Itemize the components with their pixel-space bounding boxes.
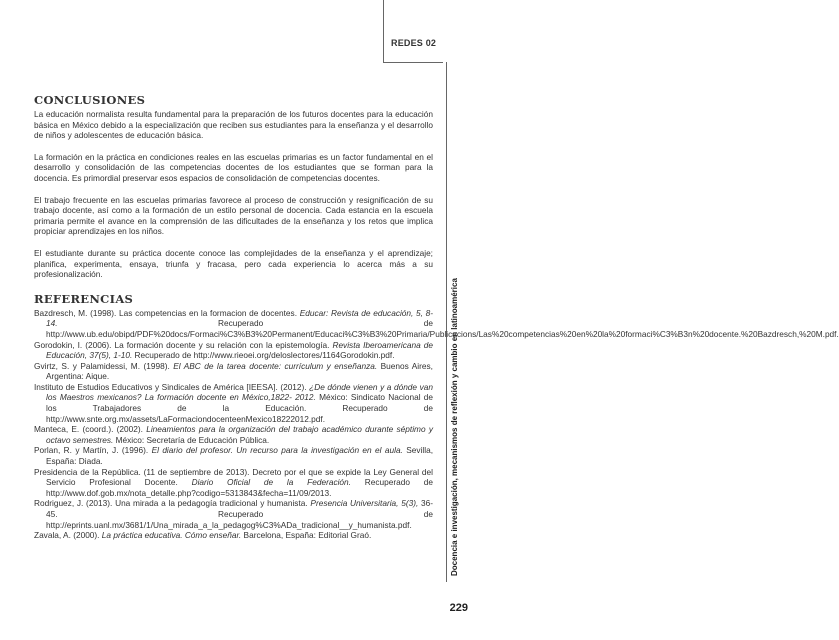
journal-label: REDES 02	[391, 38, 437, 48]
reference-item: Rodriguez, J. (2013). Una mirada a la pedagogía tradicional y humanista. Presencia Universitaria, 5(3), 36-45. Recuperado de http://eprints.uanl.mx/3681/1/Una_mirada_a_la_pedagog%C3%ADa_tradicional__y_humanista.pdf.	[34, 498, 433, 530]
conclusion-paragraph: La formación en la práctica en condiciones reales en las escuelas primarias es un factor fundamental en el desarrollo y consolidación de las competencias docentes de los estudiantes que se forman para la docencia. Es primordial preservar esos espacios de consolidación de competencias docentes.	[34, 151, 433, 183]
section-title-referencias: REFERENCIAS	[34, 291, 134, 306]
reference-item: Presidencia de la República. (11 de septiembre de 2013). Decreto por el que se expide la Ley General del Servicio Profesional Docente. Diario Oficial de la Federación. Recuperado de http://www.dof.gob.mx/nota_detalle.php?codigo=5313843&fecha=11/09/2013.	[34, 466, 433, 498]
running-header	[0, 0, 486, 62]
conclusion-paragraph: El trabajo frecuente en las escuelas primarias favorece al proceso de construcción y resignificación de su trabajo docente, así como a la formación de un estilo personal de docencia. Cada estancia en la escuela primaria permite el avance en la comprensión de las dificultades de la enseñanza y los retos que implica propiciar aprendizajes en los niños.	[34, 194, 433, 237]
reference-item: Manteca, E. (coord.). (2002). Lineamientos para la organización del trabajo académico durante séptimo y octavo semestres. México: Secretaría de Educación Pública.	[34, 424, 433, 445]
sidebar-running-title: Docencia e investigación, mecanismos de reflexión y cambio en latinoamérica	[450, 278, 459, 576]
page-number: 229	[449, 602, 468, 614]
section-title-conclusiones: CONCLUSIONES	[34, 93, 146, 107]
reference-item: Gorodokin, I. (2006). La formación docente y su relación con la epistemología. Revista Iberoamericana de Educación, 37(5), 1-10. Recuperado de http://www.rieoei.org/deloslectores/1164Gorodokin.pdf.	[34, 339, 433, 361]
header-rule-horizontal	[383, 62, 443, 63]
sidebar-rule	[446, 62, 447, 582]
reference-item: Bazdresch, M. (1998). Las competencias en la formacion de docentes. Educar: Revista de educación, 5, 8-14. Recuperado de http://www.ub.edu/obipd/PDF%20docs/Formaci%C3%B3%20Permanent/Educaci%C3%B3%20Primaria/Publicacions/Las%20competencias%20en%20la%20formaci%C3%B3n%20docente.%20Bazdresch,%20M.pdf.	[34, 307, 839, 339]
conclusion-paragraph: El estudiante durante su práctica docente conoce las complejidades de la enseñanza y el aprendizaje; planifica, experimenta, ensaya, triunfa y fracasa, pero cada experiencia lo acerca más a su profesionalización.	[34, 247, 433, 280]
conclusion-paragraph: La educación normalista resulta fundamental para la preparación de los futuros docentes para la educación básica en México debido a la especialización que reciben sus estudiantes para la enseñanza y el desarrollo de niños y adolescentes de educación básica.	[34, 109, 433, 141]
reference-item: Gvirtz, S. y Palamidessi, M. (1998). El ABC de la tarea docente: currículum y enseñanza. Buenos Aires, Argentina: Aique.	[34, 360, 433, 382]
header-rule-vertical	[383, 0, 384, 62]
reference-item: Porlan, R. y Martín, J. (1996). El diario del profesor. Un recurso para la investigación en el aula. Sevilla, España: Diada.	[34, 445, 433, 467]
reference-item: Zavala, A. (2000). La práctica educativa. Cómo enseñar. Barcelona, España: Editorial Graó.	[34, 530, 372, 541]
reference-item: Instituto de Estudios Educativos y Sindicales de América [IEESA]. (2012). ¿De dónde vienen y a dónde van los Maestros mexicanos? La formación docente en México,1822- 2012. México: Sindicato Nacional de los Trabajadores de la Educación. Recuperado de http://www.snte.org.mx/assets/LaFormaciondocenteenMexico18222012.pdf.	[34, 381, 434, 424]
